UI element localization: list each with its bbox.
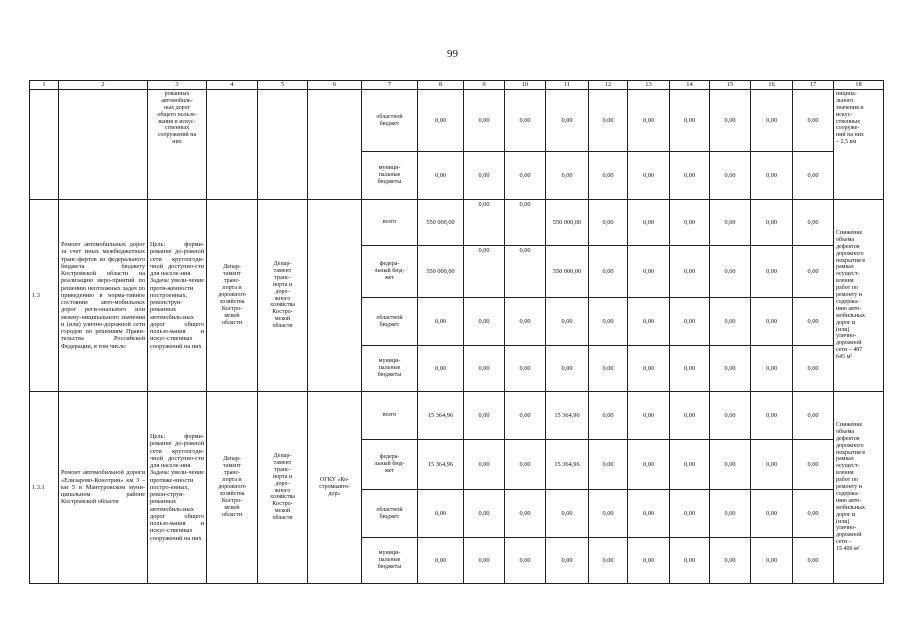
value-cell: 0,00 <box>751 490 793 538</box>
row-name: Ремонт автомобильных дорог за счет иных межбюджетных транс-фертов из федерального бюджета бюджету Костромской области на реализацию меро-приятий по решению неотложных задач по приведению в норма-тивное состояние авто-мобильных дорог реги-онального или межму-ниципального значения и (или) улично-дорожной сети городов по решениям Прави-тельства Российской Федерации, в том числе: <box>59 200 148 392</box>
value-cell: 0,00 <box>464 346 505 392</box>
value-cell: 0,00 <box>670 490 710 538</box>
value-cell: 0,00 <box>464 152 505 200</box>
value-cell: 15 364,96 <box>546 440 589 490</box>
value-cell: 0,00 <box>505 346 546 392</box>
value-cell: 0,00 <box>670 440 710 490</box>
value-cell: 0,00 <box>418 298 464 346</box>
value-cell: 0,00 <box>710 152 751 200</box>
value-cell: 0,00 <box>793 200 834 246</box>
row-recipient: ОГКУ «Ко- стромаавто- дор» <box>308 392 362 584</box>
value-cell: 0,00 <box>670 538 710 584</box>
row-name <box>59 90 148 200</box>
value-cell: 0,00 <box>710 538 751 584</box>
value-cell: 0,00 <box>418 152 464 200</box>
funding-source: муници- пальные бюджеты <box>362 346 418 392</box>
value-cell: 0,00 <box>670 346 710 392</box>
value-cell: 0,00 <box>505 490 546 538</box>
row-result: ниципа- льного значения и искус- ственных сооруже- ний на них – 2,5 км <box>834 90 884 200</box>
row-executor: Депар- тамент транс- порта и доро- жного хозяйства Костро- мской области <box>258 200 308 392</box>
value-cell: 0,00 <box>751 298 793 346</box>
program-table <box>29 80 884 584</box>
value-cell: 0,00 <box>589 200 628 246</box>
value-cell: 0,00 <box>628 440 670 490</box>
funding-source: областной бюджет <box>362 90 418 152</box>
value-cell: 0,00 <box>751 392 793 440</box>
value-cell: 0,00 <box>793 298 834 346</box>
value-cell: 0,00 <box>793 538 834 584</box>
funding-source: областной бюджет <box>362 490 418 538</box>
value-cell: 0,00 <box>628 538 670 584</box>
funding-source: всего <box>362 200 418 246</box>
value-cell: 0,00 <box>505 538 546 584</box>
value-cell: 0,00 <box>546 90 589 152</box>
value-cell: 0,00 <box>628 200 670 246</box>
col-header: 6 <box>308 81 362 90</box>
value-cell: 0,00 <box>464 440 505 490</box>
value-cell: 0,00 <box>710 90 751 152</box>
funding-source: федера- льный бюд- жет <box>362 246 418 298</box>
value-cell: 0,00 <box>793 346 834 392</box>
value-cell: 15 364,96 <box>546 392 589 440</box>
row-executor: Депар- тамент транс- порта и доро- жного хозяйства Костро- мской области <box>258 392 308 584</box>
row-recipient <box>308 200 362 392</box>
value-cell: 0,00 <box>628 152 670 200</box>
row-code: 1.3.1 <box>30 392 59 584</box>
value-cell: 0,00 <box>589 392 628 440</box>
col-header: 10 <box>505 81 546 90</box>
col-header: 16 <box>751 81 793 90</box>
col-header: 2 <box>59 81 148 90</box>
value-cell: 0,00 <box>505 152 546 200</box>
value-cell: 0,00 <box>464 90 505 152</box>
value-cell: 0,00 <box>628 490 670 538</box>
col-header: 13 <box>628 81 670 90</box>
col-header: 18 <box>834 81 884 90</box>
value-cell: 0,00 <box>670 152 710 200</box>
funding-source: муници- пальные бюджеты <box>362 152 418 200</box>
funding-source: всего <box>362 392 418 440</box>
row-result: Снижение объема дефектов дорожного покрытия в рамках осущест- вления работ по ремонту и содержа- нию авто- мобильных дорог и (или) улично- дорожной сети – 15 400 м² <box>834 392 884 584</box>
value-cell: 0,00 <box>589 490 628 538</box>
value-cell: 0,00 <box>589 90 628 152</box>
value-cell: 0,00 <box>589 538 628 584</box>
page-number: 99 <box>447 48 458 60</box>
value-cell: 0,00 <box>464 392 505 440</box>
value-cell: 0,00 <box>751 440 793 490</box>
value-cell: 0,00 <box>505 200 546 246</box>
col-header: 11 <box>546 81 589 90</box>
value-cell: 0,00 <box>628 246 670 298</box>
row-result: Снижение объема дефектов дорожного покрытия в рамках осущест- вления работ по ремонту и содержа- нию авто- мобильных дорог и (или) улично- дорожной сети – 487 645 м² <box>834 200 884 392</box>
value-cell: 0,00 <box>751 346 793 392</box>
value-cell: 0,00 <box>546 538 589 584</box>
value-cell: 550 000,00 <box>418 200 464 246</box>
value-cell: 0,00 <box>628 90 670 152</box>
row-coexecutor <box>207 90 258 200</box>
row-goal: рованных автомобиль- ных дорог общего пользо- вания и искус- ственных сооружений на них <box>148 90 207 200</box>
row-code: 1.3 <box>30 200 59 392</box>
value-cell: 0,00 <box>793 440 834 490</box>
column-header-row <box>30 81 884 90</box>
value-cell: 0,00 <box>589 298 628 346</box>
value-cell: 0,00 <box>670 298 710 346</box>
value-cell: 0,00 <box>751 90 793 152</box>
col-header: 7 <box>362 81 418 90</box>
row-goal: Цель: форми-рование до-рожной сети круглогоди-чной доступно-сти для населе-ния Задача: увели-чение протяже-нности постро-енных, рекон-струи-рованных автомобиль-ных дорог общего пользо-вания и искус-ственных сооружений на них <box>148 392 207 584</box>
value-cell: 0,00 <box>710 490 751 538</box>
value-cell: 0,00 <box>589 152 628 200</box>
col-header: 17 <box>793 81 834 90</box>
value-cell: 0,00 <box>589 440 628 490</box>
col-header: 9 <box>464 81 505 90</box>
value-cell: 0,00 <box>546 152 589 200</box>
row-coexecutor: Депар- тамент транс- порта и дорожного хозяйства Костро- мской области <box>207 200 258 392</box>
value-cell: 0,00 <box>710 392 751 440</box>
value-cell: 0,00 <box>505 246 546 298</box>
value-cell: 15 364,96 <box>418 392 464 440</box>
value-cell: 550 000,00 <box>546 200 589 246</box>
value-cell: 0,00 <box>546 490 589 538</box>
value-cell: 0,00 <box>670 200 710 246</box>
value-cell: 0,00 <box>793 392 834 440</box>
value-cell: 0,00 <box>505 90 546 152</box>
funding-source: областной бюджет <box>362 298 418 346</box>
value-cell: 0,00 <box>628 298 670 346</box>
value-cell: 0,00 <box>418 90 464 152</box>
value-cell: 550 000,00 <box>546 246 589 298</box>
col-header: 5 <box>258 81 308 90</box>
col-header: 14 <box>670 81 710 90</box>
value-cell: 0,00 <box>418 346 464 392</box>
table-row <box>30 200 884 246</box>
value-cell: 0,00 <box>589 246 628 298</box>
value-cell: 0,00 <box>464 490 505 538</box>
value-cell: 0,00 <box>464 200 505 246</box>
row-code <box>30 90 59 200</box>
value-cell: 0,00 <box>710 200 751 246</box>
value-cell: 0,00 <box>751 200 793 246</box>
funding-source: федера- льный бюд- жет <box>362 440 418 490</box>
row-goal: Цель: форми-рование до-рожной сети круглогоди-чной доступно-сти для населе-ния Задача: увели-чение протя-женности построенных, реконструи-рованных автомобиль-ных дорог общего пользо-вания и искус-ственных сооружений на них <box>148 200 207 392</box>
value-cell: 0,00 <box>628 392 670 440</box>
row-recipient <box>308 90 362 200</box>
value-cell: 0,00 <box>505 392 546 440</box>
col-header: 3 <box>148 81 207 90</box>
value-cell: 15 364,96 <box>418 440 464 490</box>
col-header: 4 <box>207 81 258 90</box>
table-row <box>30 90 884 152</box>
value-cell: 0,00 <box>710 346 751 392</box>
value-cell: 0,00 <box>670 246 710 298</box>
row-name: Ремонт автомобильной дороги «Елизарово-Конотрин» км 3 – км 5 в Мантуровском муни-ципальном районе Костромской области <box>59 392 148 584</box>
col-header: 8 <box>418 81 464 90</box>
value-cell: 0,00 <box>670 392 710 440</box>
col-header: 15 <box>710 81 751 90</box>
value-cell: 0,00 <box>751 246 793 298</box>
value-cell: 0,00 <box>670 90 710 152</box>
value-cell: 0,00 <box>751 538 793 584</box>
col-header: 12 <box>589 81 628 90</box>
value-cell: 0,00 <box>505 440 546 490</box>
value-cell: 0,00 <box>793 246 834 298</box>
row-coexecutor: Депар- тамент транс- порта и дорожного хозяйства Костро- мской области <box>207 392 258 584</box>
value-cell: 0,00 <box>418 490 464 538</box>
col-header: 1 <box>30 81 59 90</box>
value-cell: 0,00 <box>546 298 589 346</box>
value-cell: 0,00 <box>710 298 751 346</box>
value-cell: 0,00 <box>628 346 670 392</box>
value-cell: 0,00 <box>793 490 834 538</box>
row-executor <box>258 90 308 200</box>
value-cell: 0,00 <box>751 152 793 200</box>
value-cell: 0,00 <box>464 246 505 298</box>
value-cell: 0,00 <box>505 298 546 346</box>
funding-source: муници- пальные бюджеты <box>362 538 418 584</box>
value-cell: 0,00 <box>589 346 628 392</box>
value-cell: 0,00 <box>546 346 589 392</box>
table-row <box>30 392 884 440</box>
value-cell: 550 000,00 <box>418 246 464 298</box>
value-cell: 0,00 <box>464 298 505 346</box>
value-cell: 0,00 <box>793 90 834 152</box>
value-cell: 0,00 <box>793 152 834 200</box>
value-cell: 0,00 <box>464 538 505 584</box>
value-cell: 0,00 <box>710 440 751 490</box>
value-cell: 0,00 <box>418 538 464 584</box>
value-cell: 0,00 <box>710 246 751 298</box>
